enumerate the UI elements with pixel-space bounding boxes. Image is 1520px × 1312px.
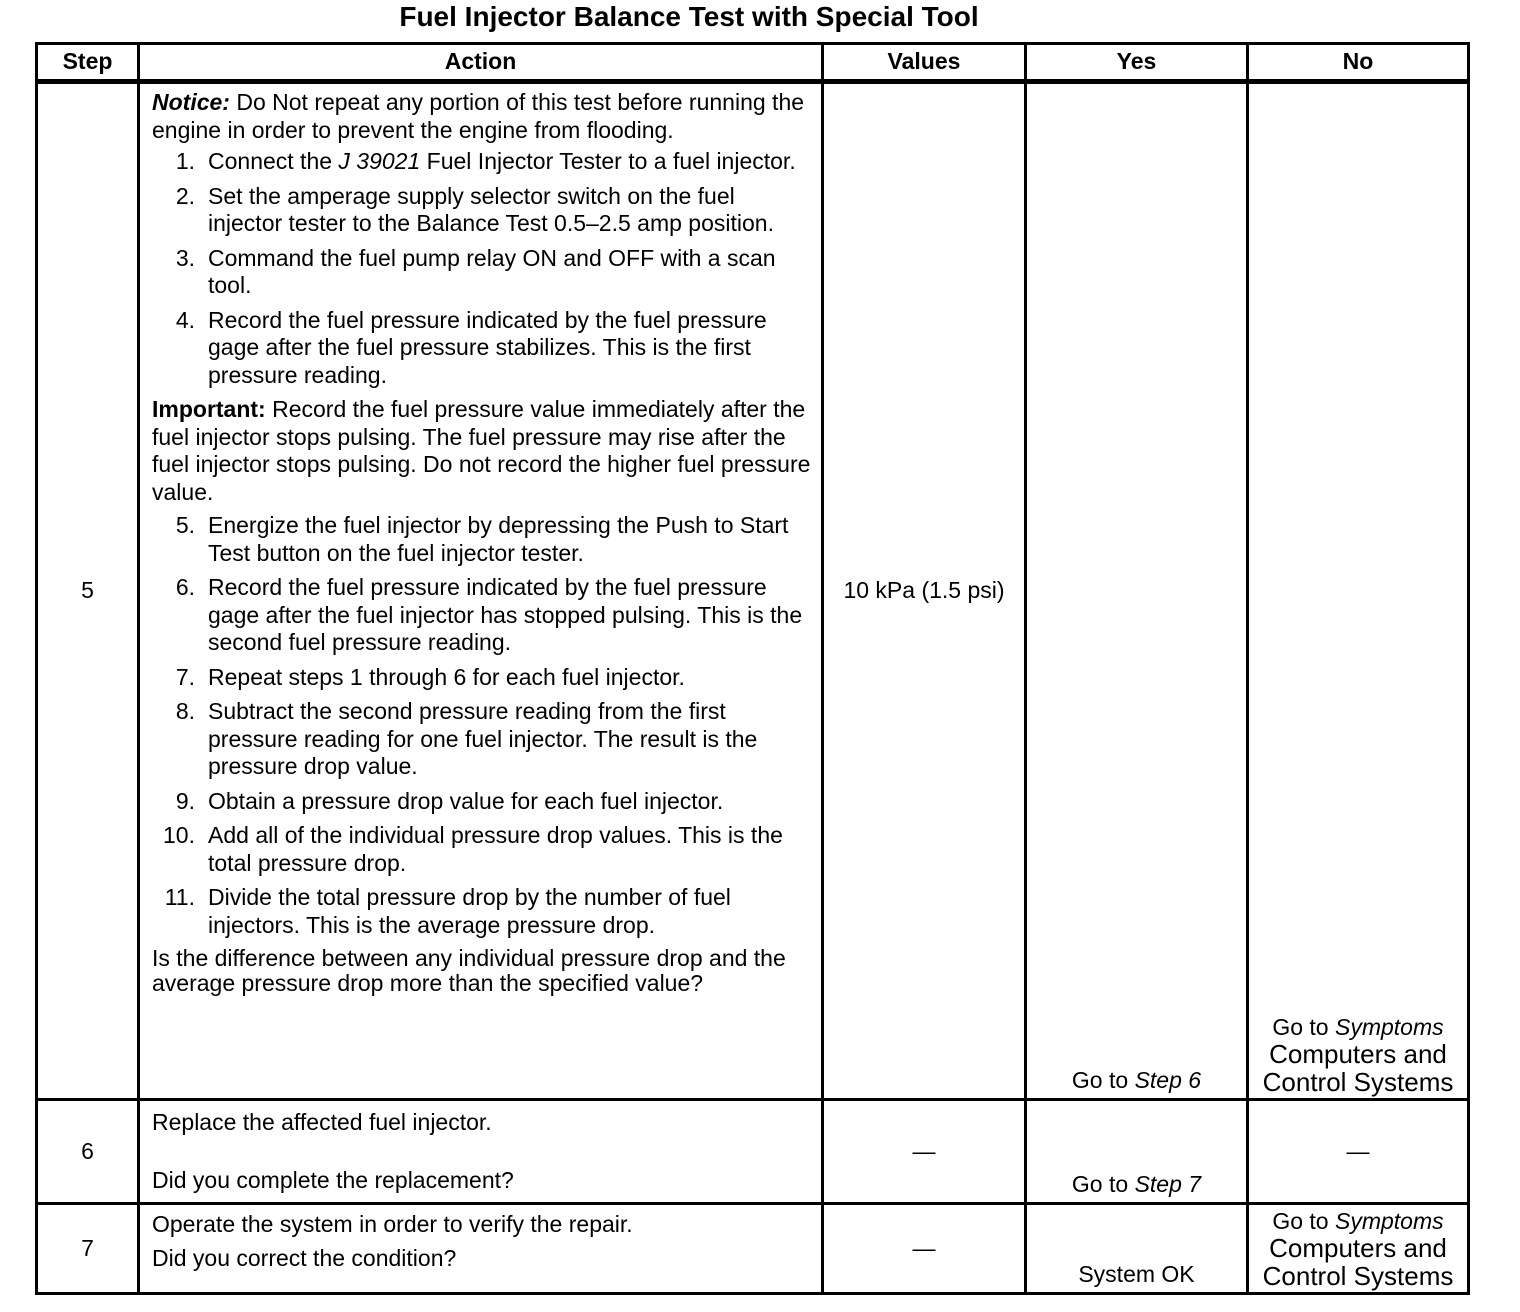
value-cell: —: [823, 1204, 1026, 1294]
question-text: Did you complete the replacement?: [152, 1166, 514, 1193]
header-action: Action: [139, 44, 823, 82]
table-row: [37, 82, 1469, 1100]
step-number: 7: [37, 1204, 139, 1294]
list-item: 7. Repeat steps 1 through 6 for each fuel injector.: [175, 663, 685, 690]
step-number: 5: [37, 82, 139, 1100]
header-values: Values: [823, 44, 1026, 82]
procedure-list-a: [152, 148, 811, 389]
question-text: Is the difference between any individual pressure drop and the average pressure drop more than the specified value?: [152, 945, 786, 996]
value-cell: —: [823, 1100, 1026, 1204]
symptoms-link[interactable]: Symptoms: [1335, 1208, 1444, 1234]
important-label: Important:: [152, 396, 266, 422]
important-paragraph: [152, 396, 811, 506]
no-cell: Go to Symptoms Computers and Control Systems: [1248, 82, 1469, 1100]
list-item: 2. Set the amperage supply selector switch on the fuel injector tester to the Balance Test 0.5–2.5 amp position.: [175, 182, 774, 236]
tool-number: J 39021: [338, 148, 421, 174]
header-yes: Yes: [1026, 44, 1248, 82]
yes-cell: System OK: [1026, 1204, 1248, 1294]
list-item: 8. Subtract the second pressure reading from the first pressure reading for one fuel injector. The result is the pressure drop value.: [175, 698, 758, 779]
no-cell: —: [1248, 1100, 1469, 1204]
list-item: 9. Obtain a pressure drop value for each fuel injector.: [175, 787, 724, 814]
list-item: 6. Record the fuel pressure indicated by the fuel pressure gage after the fuel injector has stopped pulsing. This is the second fuel pressure reading.: [175, 574, 803, 655]
list-item: 1. Connect the J 39021 Fuel Injector Tester to a fuel injector.: [175, 148, 796, 174]
table-row: [37, 1204, 1469, 1294]
procedure-list-b: [152, 512, 811, 939]
symptoms-link[interactable]: Symptoms: [1335, 1014, 1444, 1040]
action-cell: [139, 82, 823, 1100]
action-cell: Operate the system in order to verify the repair. Did you correct the condition?: [139, 1204, 823, 1294]
no-cell: Go to Symptoms Computers and Control Systems: [1248, 1204, 1469, 1294]
notice-text: Do Not repeat any portion of this test before running the engine in order to prevent the engine from flooding.: [152, 89, 805, 143]
header-row: [37, 44, 1469, 82]
yes-cell: Go to Step 7: [1026, 1100, 1248, 1204]
header-no: No: [1248, 44, 1469, 82]
step-link[interactable]: Step 7: [1134, 1170, 1202, 1197]
header-step: Step: [37, 44, 139, 82]
step-link[interactable]: Step 6: [1134, 1066, 1202, 1093]
list-item: 4. Record the fuel pressure indicated by the fuel pressure gage after the fuel pressure stabilizes. This is the first pressure reading.: [175, 306, 767, 388]
action-cell: Replace the affected fuel injector. Did you complete the replacement?: [139, 1100, 823, 1204]
diagnostic-table: [35, 42, 1470, 1295]
notice-label: Notice:: [152, 89, 230, 115]
page-title: Fuel Injector Balance Test with Special Tool: [399, 1, 979, 32]
list-item: 3. Command the fuel pump relay ON and OFF with a scan tool.: [175, 244, 776, 298]
list-item: 11. Divide the total pressure drop by the number of fuel injectors. This is the average pressure drop.: [164, 884, 731, 938]
list-item: 10. Add all of the individual pressure drop values. This is the total pressure drop.: [163, 822, 783, 876]
question-text: Did you correct the condition?: [152, 1244, 457, 1271]
list-item: 5. Energize the fuel injector by depressing the Push to Start Test button on the fuel injector tester.: [175, 512, 789, 566]
notice-paragraph: [152, 89, 811, 144]
value-cell: 10 kPa (1.5 psi): [823, 82, 1026, 1100]
important-text: Record the fuel pressure value immediately after the fuel injector stops pulsing. The fuel pressure may rise after the fuel injector stops pulsing. Do not record the higher fuel pressure value.: [152, 396, 811, 505]
step-number: 6: [37, 1100, 139, 1204]
yes-cell: Go to Step 6: [1026, 82, 1248, 1100]
table-row: [37, 1100, 1469, 1204]
